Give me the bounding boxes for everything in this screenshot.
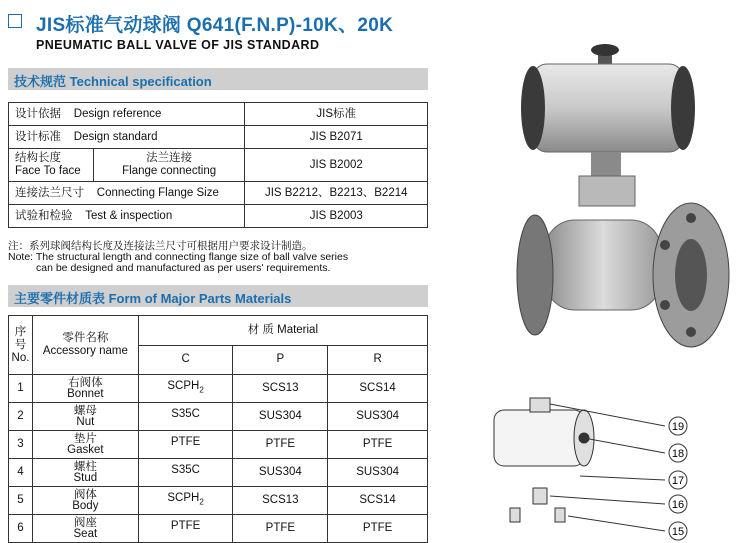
material-c-subscript: 2 xyxy=(199,497,204,507)
materials-section-heading xyxy=(8,285,428,307)
spec-label-cell xyxy=(9,126,245,149)
material-header: 材 质 Material xyxy=(138,316,427,346)
row-name-en: Stud xyxy=(73,471,98,484)
materials-table xyxy=(8,315,428,543)
spec-label-cell xyxy=(9,149,94,182)
title-checkbox-icon xyxy=(8,14,22,28)
row-no: 4 xyxy=(9,459,33,487)
spec-label-cell xyxy=(9,205,245,228)
leader-line xyxy=(568,516,665,531)
table-row xyxy=(9,126,428,149)
name-header-cn: 零件名称 xyxy=(62,332,109,344)
spec-table xyxy=(8,102,428,228)
callout-group xyxy=(669,417,687,540)
diagram-top-nut xyxy=(530,398,550,412)
col-p-header: P xyxy=(233,345,328,375)
flange-left xyxy=(517,215,553,335)
row-material-r: PTFE xyxy=(328,515,428,543)
row-material-c xyxy=(138,515,233,543)
spec-heading-text: 技术规范 Technical specification xyxy=(14,74,212,89)
table-row xyxy=(9,487,428,515)
row-name xyxy=(32,375,138,403)
spec-label-en: Face To face xyxy=(15,165,81,177)
table-row xyxy=(9,431,428,459)
materials-table-body xyxy=(9,375,428,543)
material-c-text: SCPH xyxy=(167,380,200,393)
row-material-r: SCS14 xyxy=(328,487,428,515)
leader-line xyxy=(584,438,665,453)
spec-label-cell xyxy=(9,103,245,126)
bracket xyxy=(591,152,621,178)
row-name xyxy=(32,515,138,543)
table-row xyxy=(9,205,428,228)
callout-label: 19 xyxy=(671,421,685,433)
material-c-text: PTFE xyxy=(170,520,201,533)
row-material-c xyxy=(138,375,233,403)
material-c-text: SCPH xyxy=(167,492,200,505)
flange-bolt-hole xyxy=(660,240,670,250)
name-header xyxy=(32,316,138,375)
valve-photo-illustration xyxy=(505,40,750,360)
note-en-2: can be designed and manufactured as per users' requirements. xyxy=(36,262,331,274)
row-material-p: PTFE xyxy=(233,515,328,543)
spec-label-cell xyxy=(9,182,245,205)
spec-label-cn: 试验和检验 xyxy=(15,209,73,222)
actuator-end-cap-right xyxy=(671,66,695,150)
row-name-en: Nut xyxy=(76,415,95,428)
actuator-housing xyxy=(533,64,683,152)
actuator-cap xyxy=(591,44,619,56)
row-material-p: SCS13 xyxy=(233,487,328,515)
material-c-subscript: 2 xyxy=(199,385,204,395)
table-row xyxy=(9,103,428,126)
row-name-cn: 右阀体 xyxy=(68,376,103,389)
col-c-header: C xyxy=(138,345,233,375)
spec-label-cn: 设计标准 xyxy=(15,130,61,143)
row-material-c xyxy=(138,431,233,459)
spec-label-en: Connecting Flange Size xyxy=(96,186,219,199)
row-name-cn: 垫片 xyxy=(73,432,97,445)
row-material-p: SUS304 xyxy=(233,459,328,487)
coupling xyxy=(579,176,635,206)
spec-value: JIS B2212、B2213、B2214 xyxy=(245,182,428,205)
table-row xyxy=(9,149,428,182)
callout-label: 17 xyxy=(671,475,685,487)
flange-bolt-hole xyxy=(686,327,696,337)
row-material-r: SCS14 xyxy=(328,375,428,403)
table-row xyxy=(9,375,428,403)
diagram-coupling xyxy=(533,488,547,504)
row-name xyxy=(32,403,138,431)
spec-sublabel-en: Flange connecting xyxy=(122,165,217,177)
row-name-en: Body xyxy=(72,499,99,512)
table-row xyxy=(9,182,428,205)
row-material-r: SUS304 xyxy=(328,459,428,487)
row-material-p: PTFE xyxy=(233,431,328,459)
name-header-en: Accessory name xyxy=(42,345,128,357)
exploded-diagram xyxy=(480,388,710,543)
spec-label-en: Design reference xyxy=(73,107,162,120)
row-material-c xyxy=(138,487,233,515)
row-no: 6 xyxy=(9,515,33,543)
leader-line xyxy=(550,496,665,504)
table-header-row xyxy=(9,316,428,346)
row-no: 2 xyxy=(9,403,33,431)
actuator-end-cap-left xyxy=(521,66,545,150)
table-row xyxy=(9,459,428,487)
row-material-c xyxy=(138,459,233,487)
row-material-r: PTFE xyxy=(328,431,428,459)
diagram-screw xyxy=(510,508,520,522)
spec-label-cn: 设计依据 xyxy=(15,107,61,120)
diagram-screw xyxy=(555,508,565,522)
row-name xyxy=(32,431,138,459)
row-name-en: Bonnet xyxy=(67,387,104,400)
row-no: 5 xyxy=(9,487,33,515)
row-name xyxy=(32,487,138,515)
material-c-text: PTFE xyxy=(170,436,201,449)
spec-value: JIS B2002 xyxy=(245,149,428,182)
row-name xyxy=(32,459,138,487)
callout-label: 15 xyxy=(671,526,685,538)
leader-line xyxy=(580,476,665,480)
valve-body xyxy=(545,220,661,310)
no-header xyxy=(9,316,33,375)
row-material-p: SUS304 xyxy=(233,403,328,431)
flange-bolt-hole xyxy=(686,213,696,223)
page-subtitle: PNEUMATIC BALL VALVE OF JIS STANDARD xyxy=(36,38,320,52)
spec-label-cn: 连接法兰尺寸 xyxy=(15,186,84,199)
spec-sublabel-cn: 法兰连接 xyxy=(146,152,193,164)
row-name-cn: 螺柱 xyxy=(73,460,97,473)
spec-label-en: Test & inspection xyxy=(85,209,173,222)
flange-bore xyxy=(675,239,707,311)
table-row xyxy=(9,403,428,431)
note-cn: 注：系列球阀结构长度及连接法兰尺寸可根据用户要求设计制造。 xyxy=(8,240,313,252)
row-name-en: Gasket xyxy=(67,443,104,456)
callout-label: 16 xyxy=(671,499,685,511)
note-en-1: Note: The structural length and connecting flange size of ball valve series xyxy=(8,251,349,263)
row-name-cn: 螺母 xyxy=(73,404,97,417)
spec-value: JIS标准 xyxy=(245,103,428,126)
row-no: 3 xyxy=(9,431,33,459)
spec-label-cn: 结构长度 xyxy=(15,152,61,164)
row-no: 1 xyxy=(9,375,33,403)
spec-section-heading xyxy=(8,68,428,90)
row-name-en: Seat xyxy=(73,527,98,540)
spec-value: JIS B2003 xyxy=(245,205,428,228)
table-row xyxy=(9,515,428,543)
materials-heading-text: 主要零件材质表 Form of Major Parts Materials xyxy=(14,291,292,306)
spec-sublabel-cell xyxy=(93,149,245,182)
spec-label-en: Design standard xyxy=(73,130,158,143)
spec-value: JIS B2071 xyxy=(245,126,428,149)
col-r-header: R xyxy=(328,345,428,375)
diagram-actuator xyxy=(494,410,584,466)
material-c-text: S35C xyxy=(171,408,200,421)
flange-bolt-hole xyxy=(660,300,670,310)
row-material-c xyxy=(138,403,233,431)
page-title: JIS标准气动球阀 Q641(F.N.P)-10K、20K xyxy=(36,15,394,36)
row-name-cn: 阀体 xyxy=(73,488,97,501)
no-header-cn: 序号 xyxy=(14,325,27,351)
material-c-text: S35C xyxy=(171,464,200,477)
row-material-p: SCS13 xyxy=(233,375,328,403)
callout-label: 18 xyxy=(671,448,685,460)
row-material-r: SUS304 xyxy=(328,403,428,431)
row-name-cn: 阀座 xyxy=(73,516,97,529)
no-header-en: No. xyxy=(11,351,30,364)
